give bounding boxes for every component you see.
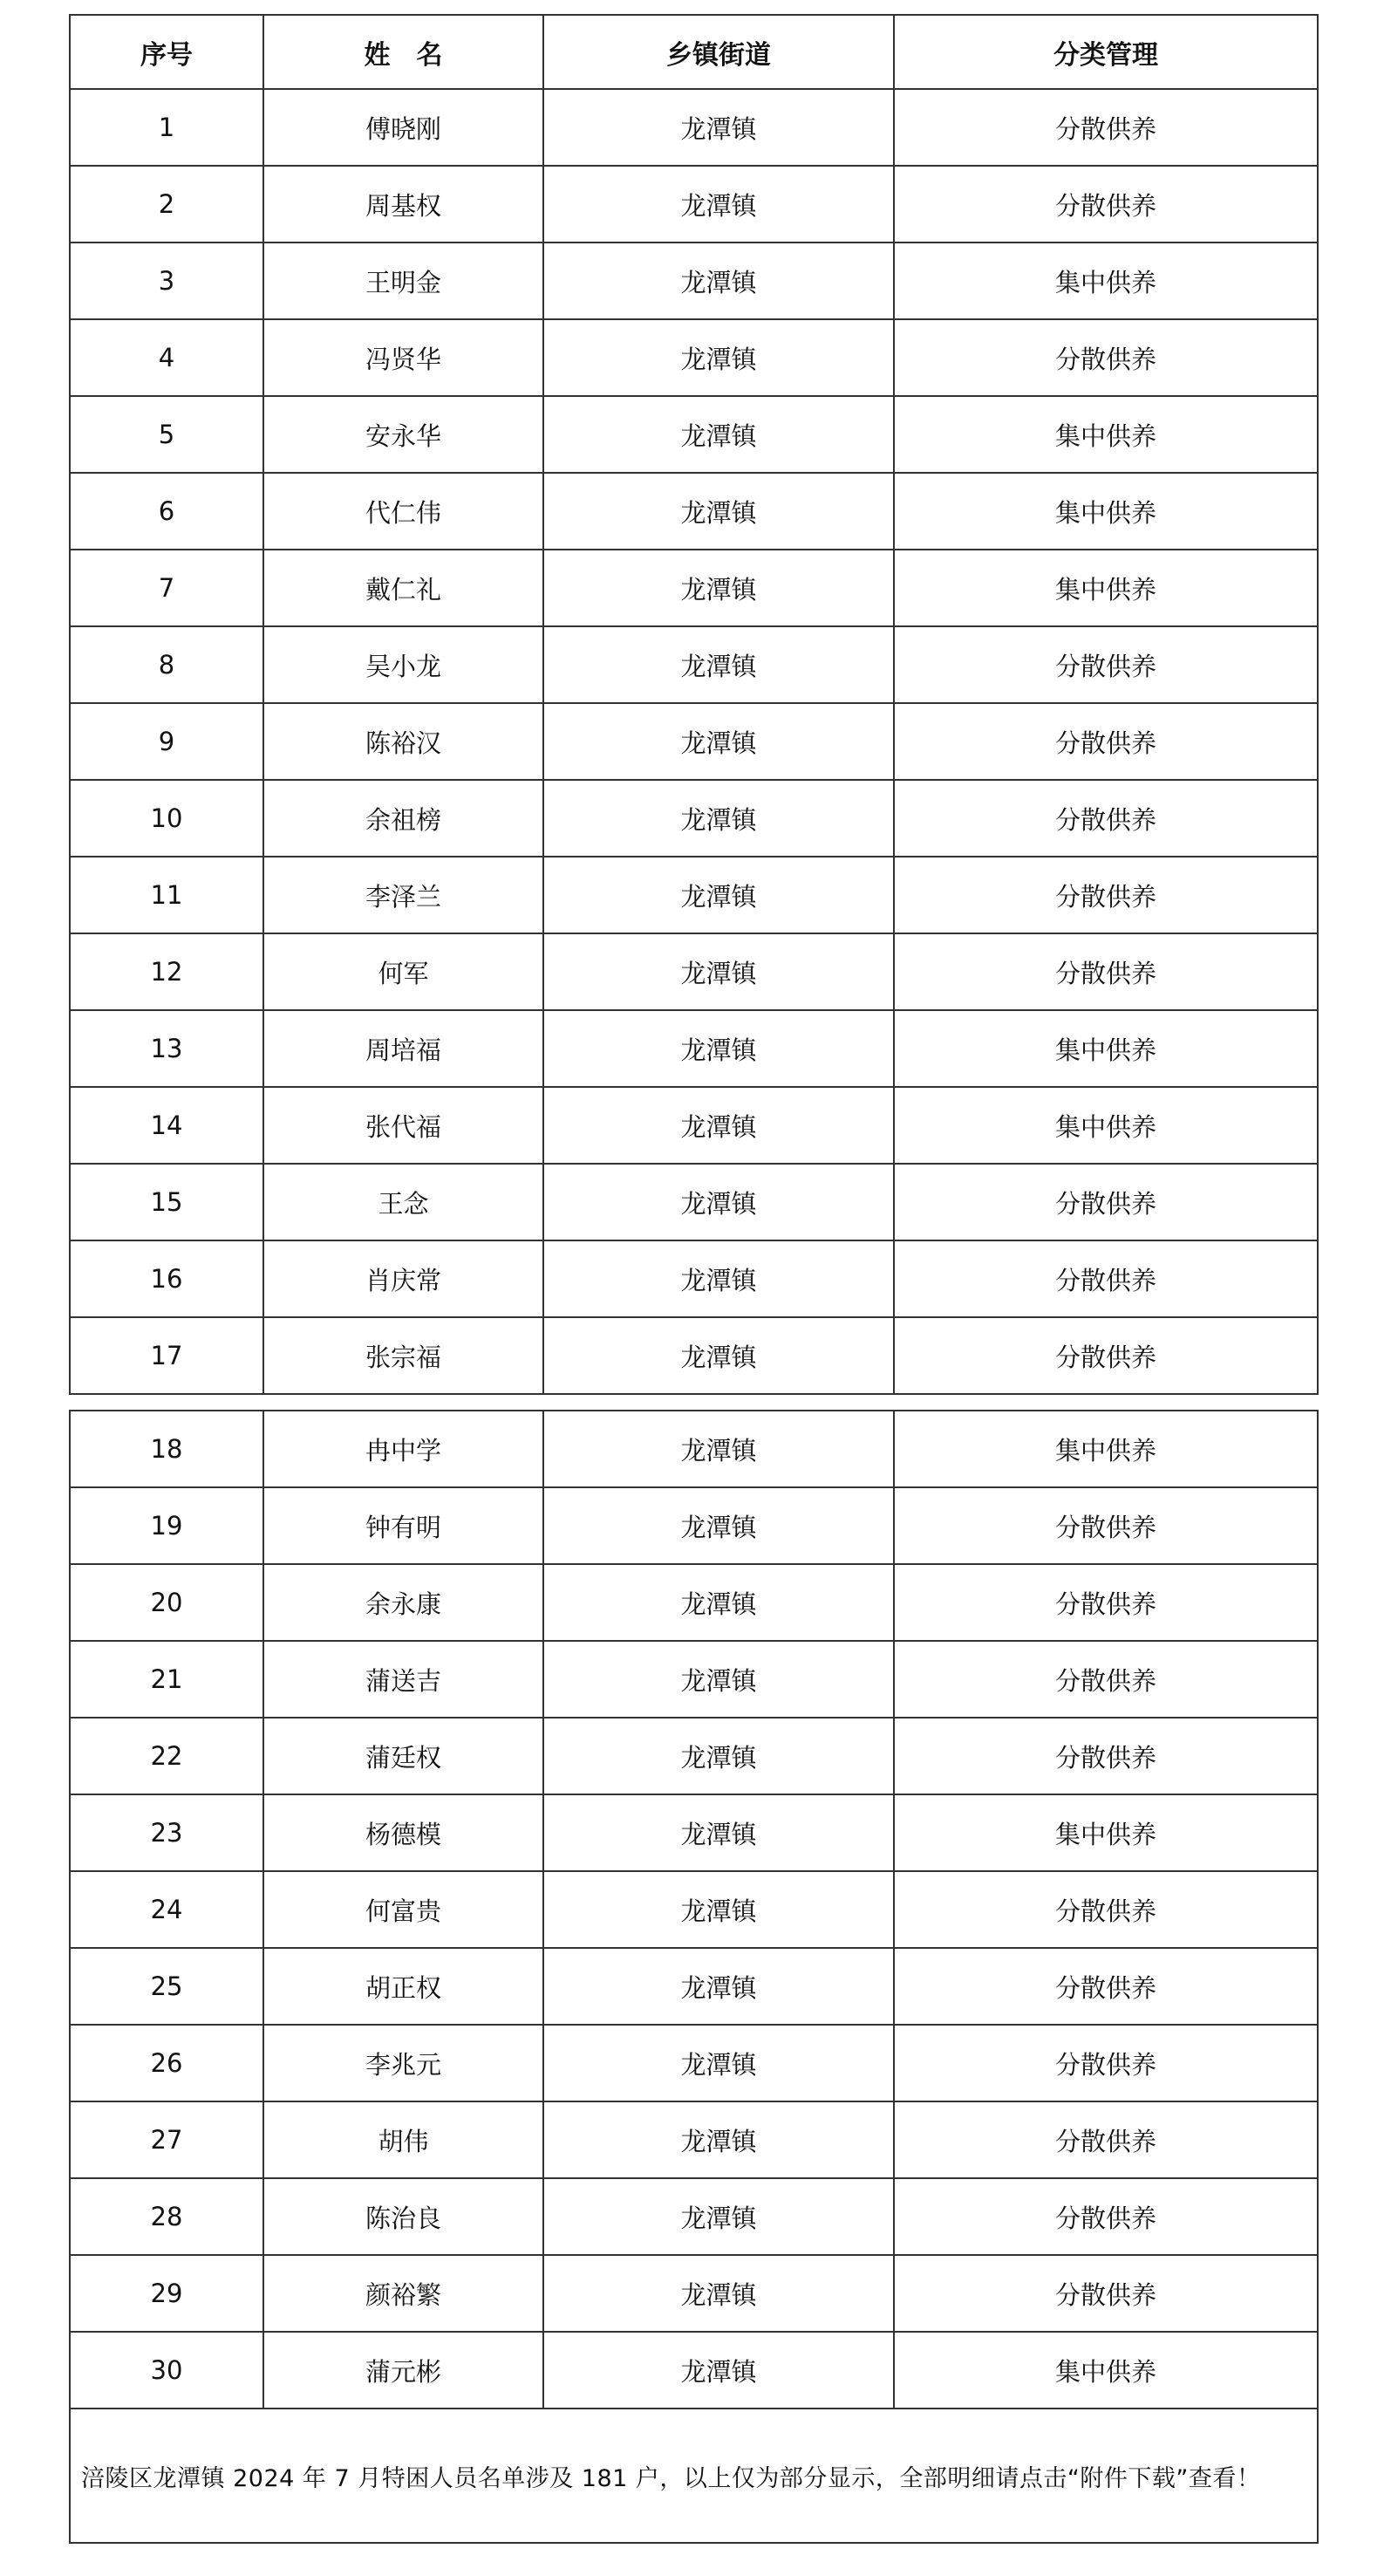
table-row [70, 1487, 1318, 1564]
cell-category: 分散供养 [894, 1871, 1318, 1948]
cell-township: 龙潭镇 [543, 1087, 894, 1164]
cell-index: 5 [70, 396, 263, 473]
cell-category: 集中供养 [894, 1010, 1318, 1087]
table-row [70, 396, 1318, 473]
cell-name: 安永华 [263, 396, 543, 473]
cell-township: 龙潭镇 [543, 933, 894, 1010]
cell-category: 分散供养 [894, 1164, 1318, 1240]
cell-category: 集中供养 [894, 1087, 1318, 1164]
header-index: 序号 [70, 15, 263, 89]
cell-township: 龙潭镇 [543, 2025, 894, 2101]
cell-index: 18 [70, 1411, 263, 1487]
table-body-part-2 [70, 1411, 1318, 2409]
cell-index: 26 [70, 2025, 263, 2101]
cell-name: 余永康 [263, 1564, 543, 1641]
table-row [70, 1164, 1318, 1240]
table-row [70, 319, 1318, 396]
cell-name: 冯贤华 [263, 319, 543, 396]
cell-category: 分散供养 [894, 933, 1318, 1010]
header-township: 乡镇街道 [543, 15, 894, 89]
cell-category: 分散供养 [894, 1718, 1318, 1794]
cell-index: 13 [70, 1010, 263, 1087]
cell-index: 15 [70, 1164, 263, 1240]
cell-name: 肖庆常 [263, 1240, 543, 1317]
cell-category: 集中供养 [894, 243, 1318, 319]
table-row [70, 2332, 1318, 2409]
cell-township: 龙潭镇 [543, 1010, 894, 1087]
table-row [70, 2025, 1318, 2101]
cell-name: 蒲送吉 [263, 1641, 543, 1718]
cell-township: 龙潭镇 [543, 473, 894, 550]
cell-township: 龙潭镇 [543, 780, 894, 857]
cell-name: 王念 [263, 1164, 543, 1240]
footer-note: 涪陵区龙潭镇 2024 年 7 月特困人员名单涉及 181 户，以上仅为部分显示，全部明细请点击“附件下载”查看！ [70, 2409, 1318, 2543]
cell-name: 杨德模 [263, 1794, 543, 1871]
cell-township: 龙潭镇 [543, 1948, 894, 2025]
cell-category: 分散供养 [894, 1948, 1318, 2025]
cell-category: 分散供养 [894, 2255, 1318, 2332]
table-row [70, 933, 1318, 1010]
table-row [70, 166, 1318, 243]
table-row [70, 1087, 1318, 1164]
cell-index: 4 [70, 319, 263, 396]
cell-category: 集中供养 [894, 1411, 1318, 1487]
cell-index: 29 [70, 2255, 263, 2332]
header-name: 姓 名 [263, 15, 543, 89]
table-row [70, 2101, 1318, 2178]
cell-category: 集中供养 [894, 1794, 1318, 1871]
cell-index: 21 [70, 1641, 263, 1718]
cell-category: 分散供养 [894, 2025, 1318, 2101]
cell-township: 龙潭镇 [543, 1164, 894, 1240]
cell-category: 集中供养 [894, 2332, 1318, 2409]
cell-index: 24 [70, 1871, 263, 1948]
table-row [70, 550, 1318, 626]
table-row [70, 2255, 1318, 2332]
cell-name: 胡正权 [263, 1948, 543, 2025]
cell-township: 龙潭镇 [543, 1641, 894, 1718]
cell-index: 9 [70, 703, 263, 780]
table-row [70, 1871, 1318, 1948]
cell-township: 龙潭镇 [543, 1794, 894, 1871]
cell-township: 龙潭镇 [543, 1240, 894, 1317]
table-row [70, 2178, 1318, 2255]
cell-name: 何军 [263, 933, 543, 1010]
cell-index: 27 [70, 2101, 263, 2178]
cell-name: 颜裕繁 [263, 2255, 543, 2332]
cell-category: 分散供养 [894, 1317, 1318, 1394]
cell-name: 蒲廷权 [263, 1718, 543, 1794]
cell-index: 12 [70, 933, 263, 1010]
table-row [70, 1641, 1318, 1718]
cell-township: 龙潭镇 [543, 2178, 894, 2255]
cell-township: 龙潭镇 [543, 89, 894, 166]
cell-name: 蒲元彬 [263, 2332, 543, 2409]
table-row [70, 89, 1318, 166]
cell-index: 1 [70, 89, 263, 166]
cell-name: 李泽兰 [263, 857, 543, 933]
table-row [70, 243, 1318, 319]
cell-index: 22 [70, 1718, 263, 1794]
cell-index: 23 [70, 1794, 263, 1871]
cell-index: 10 [70, 780, 263, 857]
cell-name: 戴仁礼 [263, 550, 543, 626]
table-row [70, 1794, 1318, 1871]
cell-category: 分散供养 [894, 319, 1318, 396]
cell-township: 龙潭镇 [543, 1871, 894, 1948]
cell-name: 胡伟 [263, 2101, 543, 2178]
table-row [70, 473, 1318, 550]
footer-row [70, 2409, 1318, 2543]
header-category: 分类管理 [894, 15, 1318, 89]
table-body-part-1 [70, 89, 1318, 1394]
cell-index: 6 [70, 473, 263, 550]
cell-index: 25 [70, 1948, 263, 2025]
cell-township: 龙潭镇 [543, 1564, 894, 1641]
cell-name: 张宗福 [263, 1317, 543, 1394]
cell-township: 龙潭镇 [543, 857, 894, 933]
cell-index: 2 [70, 166, 263, 243]
cell-category: 集中供养 [894, 550, 1318, 626]
table-row [70, 1240, 1318, 1317]
cell-name: 冉中学 [263, 1411, 543, 1487]
cell-name: 吴小龙 [263, 626, 543, 703]
cell-index: 11 [70, 857, 263, 933]
cell-township: 龙潭镇 [543, 2255, 894, 2332]
cell-index: 3 [70, 243, 263, 319]
cell-category: 分散供养 [894, 626, 1318, 703]
cell-township: 龙潭镇 [543, 396, 894, 473]
cell-category: 分散供养 [894, 703, 1318, 780]
cell-category: 分散供养 [894, 857, 1318, 933]
cell-index: 30 [70, 2332, 263, 2409]
cell-category: 分散供养 [894, 89, 1318, 166]
cell-name: 钟有明 [263, 1487, 543, 1564]
table-row [70, 1718, 1318, 1794]
cell-township: 龙潭镇 [543, 319, 894, 396]
cell-name: 陈裕汉 [263, 703, 543, 780]
cell-category: 分散供养 [894, 1641, 1318, 1718]
cell-name: 余祖榜 [263, 780, 543, 857]
cell-index: 7 [70, 550, 263, 626]
cell-name: 何富贵 [263, 1871, 543, 1948]
table-row [70, 1010, 1318, 1087]
cell-index: 17 [70, 1317, 263, 1394]
cell-township: 龙潭镇 [543, 550, 894, 626]
table-row [70, 1564, 1318, 1641]
table-row [70, 780, 1318, 857]
cell-township: 龙潭镇 [543, 1487, 894, 1564]
cell-index: 28 [70, 2178, 263, 2255]
cell-category: 集中供养 [894, 396, 1318, 473]
cell-category: 分散供养 [894, 780, 1318, 857]
cell-index: 8 [70, 626, 263, 703]
cell-category: 集中供养 [894, 473, 1318, 550]
cell-township: 龙潭镇 [543, 626, 894, 703]
cell-category: 分散供养 [894, 1564, 1318, 1641]
roster-table-part-1 [69, 14, 1319, 1395]
cell-township: 龙潭镇 [543, 243, 894, 319]
cell-index: 19 [70, 1487, 263, 1564]
cell-township: 龙潭镇 [543, 2332, 894, 2409]
cell-category: 分散供养 [894, 2101, 1318, 2178]
cell-category: 分散供养 [894, 1487, 1318, 1564]
cell-index: 20 [70, 1564, 263, 1641]
cell-township: 龙潭镇 [543, 166, 894, 243]
cell-name: 周基权 [263, 166, 543, 243]
table-row [70, 626, 1318, 703]
cell-category: 分散供养 [894, 2178, 1318, 2255]
cell-name: 李兆元 [263, 2025, 543, 2101]
cell-township: 龙潭镇 [543, 1718, 894, 1794]
cell-index: 14 [70, 1087, 263, 1164]
cell-name: 傅晓刚 [263, 89, 543, 166]
table-row [70, 1948, 1318, 2025]
cell-category: 分散供养 [894, 1240, 1318, 1317]
cell-township: 龙潭镇 [543, 703, 894, 780]
table-row [70, 857, 1318, 933]
cell-township: 龙潭镇 [543, 1411, 894, 1487]
table-row [70, 1411, 1318, 1487]
cell-name: 王明金 [263, 243, 543, 319]
cell-name: 张代福 [263, 1087, 543, 1164]
cell-name: 代仁伟 [263, 473, 543, 550]
roster-table-part-2 [69, 1410, 1319, 2544]
cell-category: 分散供养 [894, 166, 1318, 243]
table-row [70, 703, 1318, 780]
cell-township: 龙潭镇 [543, 2101, 894, 2178]
cell-index: 16 [70, 1240, 263, 1317]
cell-township: 龙潭镇 [543, 1317, 894, 1394]
cell-name: 周培福 [263, 1010, 543, 1087]
table-row [70, 1317, 1318, 1394]
table-header-row [70, 15, 1318, 89]
cell-name: 陈治良 [263, 2178, 543, 2255]
